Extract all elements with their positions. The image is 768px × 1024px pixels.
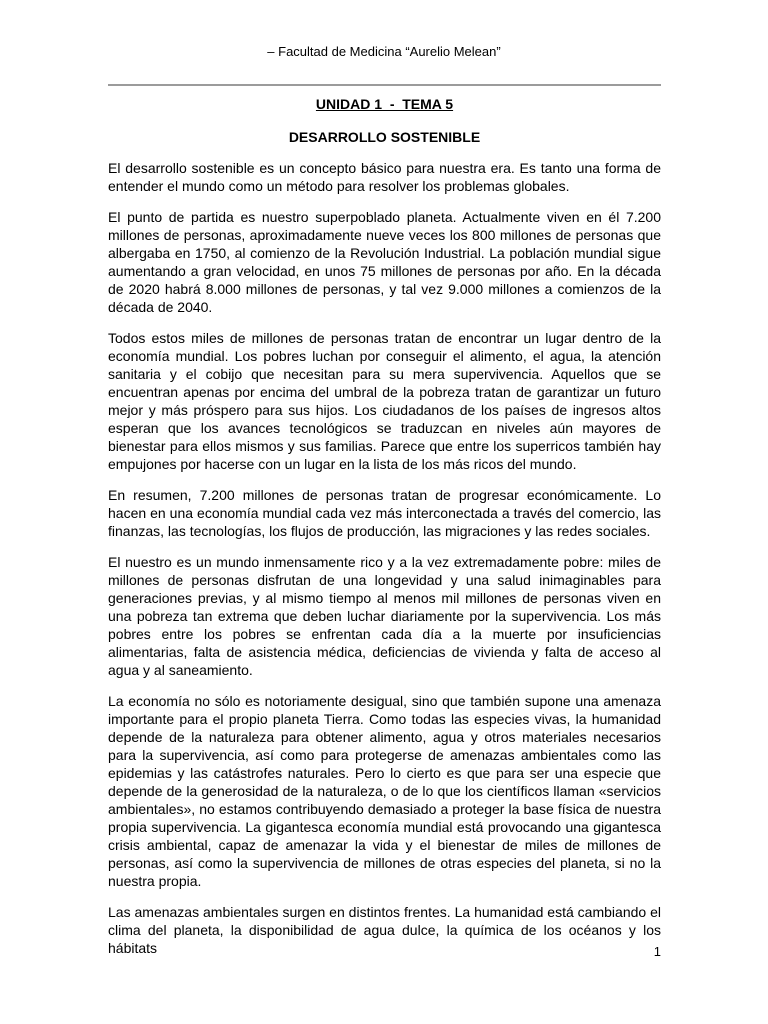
page-number: 1 [653, 944, 661, 959]
paragraph: La economía no sólo es notoriamente desigual, sino que también supone una amenaza importante para el propio planeta Tierra. Como todas las especies vivas, la humanidad depende de la naturaleza para obtener alimento, agua y otros materiales necesarios para la supervivencia, así como para protegerse de amenazas ambientales como las epidemias y las catástrofes naturales. Pero lo cierto es que para ser una especie que depende de la generosidad de la naturaleza, o de lo que los científicos llaman «servicios ambientales», no estamos contribuyendo demasiado a proteger la base física de nuestra propia supervivencia. La gigantesca economía mundial está provocando una gigantesca crisis ambiental, capaz de amenazar la vida y el bienestar de miles de millones de personas, así como la supervivencia de millones de otras especies del planeta, si no la nuestra propia. [108, 693, 661, 889]
paragraph: Todos estos miles de millones de personas tratan de encontrar un lugar dentro de la economía mundial. Los pobres luchan por conseguir el alimento, el agua, la atención sanitaria y el cobijo que necesitan para su mera supervivencia. Aquellos que se encuentran apenas por encima del umbral de la pobreza tratan de garantizar un futuro mejor y más próspero para sus hijos. Los ciudadanos de los países de ingresos altos esperan que los avances tecnológicos se traduzcan en niveles aún mayores de bienestar para ellos mismos y sus familias. Parece que entre los superricos también hay empujones por hacerse con un lugar en la lista de los más ricos del mundo. [108, 330, 661, 472]
section-title: DESARROLLO SOSTENIBLE [288, 129, 481, 145]
paragraph: Las amenazas ambientales surgen en distintos frentes. La humanidad está cambiando el clima del planeta, la disponibilidad de agua dulce, la química de los océanos y los hábitats [108, 904, 661, 956]
paragraph: En resumen, 7.200 millones de personas tratan de progresar económicamente. Lo hacen en una economía mundial cada vez más interconectada a través del comercio, las finanzas, las tecnologías, los flujos de producción, las migraciones y las redes sociales. [108, 487, 661, 539]
header-divider [108, 84, 661, 86]
paragraph: El desarrollo sostenible es un concepto básico para nuestra era. Es tanto una forma de entender el mundo como un método para resolver los problemas globales. [108, 160, 661, 194]
document-body [108, 95, 661, 957]
unit-title: UNIDAD 1 - TEMA 5 [315, 96, 454, 112]
paragraph: El nuestro es un mundo inmensamente rico y a la vez extremadamente pobre: miles de millones de personas disfrutan de una longevidad y una salud inimaginables para generaciones previas, y al mismo tiempo al menos mil millones de personas viven en una pobreza tan extrema que deben luchar diariamente por la supervivencia. Los más pobres entre los pobres se enfrentan cada día a la muerte por insuficiencias alimentarias, falta de asistencia médica, deficiencias de vivienda y falta de acceso al agua y al saneamiento. [108, 554, 661, 678]
paragraph: El punto de partida es nuestro superpoblado planeta. Actualmente viven en él 7.200 millones de personas, aproximadamente nueve veces los 800 millones de personas que albergaba en 1750, al comienzo de la Revolución Industrial. La población mundial sigue aumentando a gran velocidad, en unos 75 millones de personas por año. En la década de 2020 habrá 8.000 millones de personas, y tal vez 9.000 millones a comienzos de la década de 2040. [108, 209, 661, 315]
page-header: – Facultad de Medicina “Aurelio Melean” [267, 44, 501, 59]
